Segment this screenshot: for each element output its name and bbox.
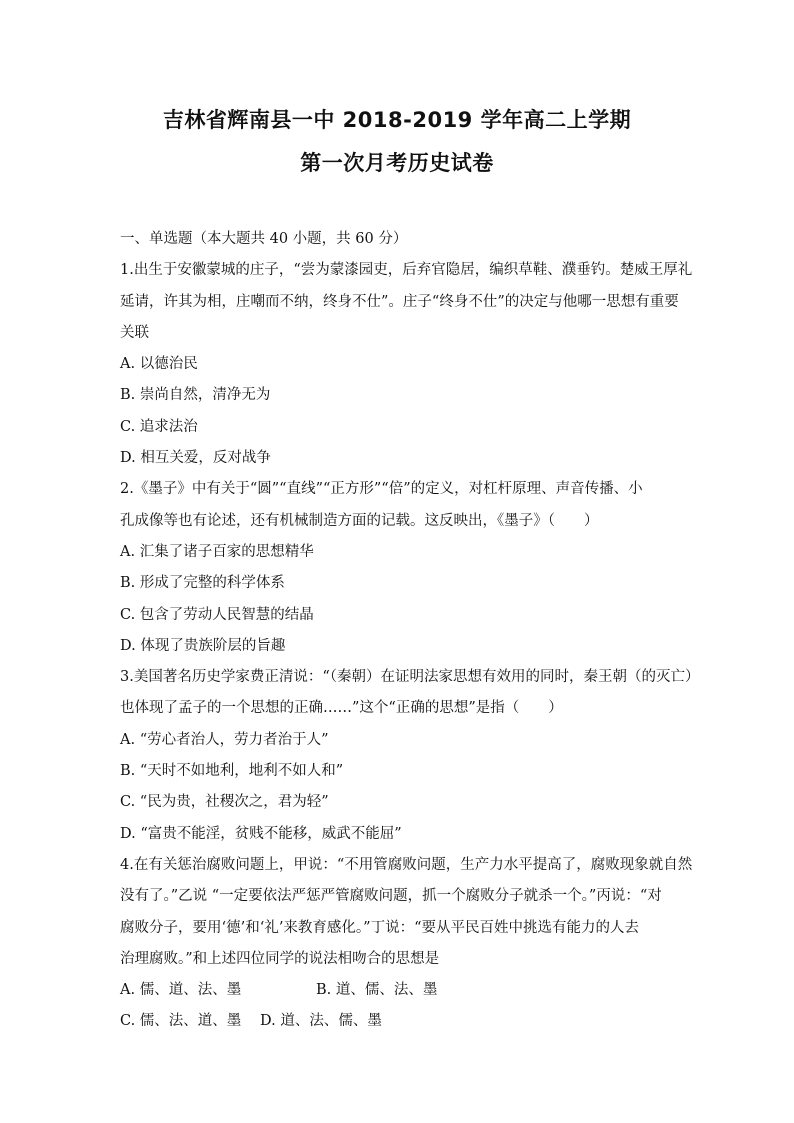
answer-options-row [120,1006,680,1037]
question-text-line: 没有了。”乙说 “一定要依法严惩严管腐败问题，抓一个腐败分子就杀一个。”丙说：“对 [120,888,662,905]
question-text-line: 1.出生于安徽蒙城的庄子，“尝为蒙漆园吏，后弃官隐居，编织草鞋、濮垂钓。楚威王厚礼 [120,262,693,279]
question-text-line: 孔成像等也有论述，还有机械制造方面的记载。这反映出，《墨子》（ ） [120,512,599,529]
answer-option-a: A. 汇集了诸子百家的思想精华 [120,543,314,560]
answer-option-a: A. 以德治民 [120,356,198,373]
question-text-line: 延请，许其为相，庄嘲而不纳，终身不仕”。庄子“终身不仕”的决定与他哪一思想有重要 [120,293,679,310]
question-text-line: 治理腐败。”和上述四位同学的说法相吻合的思想是 [120,950,440,967]
question-text-line: 3.美国著名历史学家费正清说：“（秦朝）在证明法家思想有效用的同时，秦王朝（的灭亡） [120,669,700,686]
exam-content [120,224,700,1038]
question-2 [120,474,680,662]
question-text-line: 关联 [120,324,149,341]
question-1 [120,255,693,474]
answer-option-d: D. 体现了贵族阶层的旨趣 [120,637,286,654]
answer-option-d: D. 相互关爱，反对战争 [120,450,271,467]
answer-options-row [120,975,680,1006]
answer-option-c: C. “民为贵，社稷次之，君为轻” [120,794,329,811]
question-text-line: 2.《墨子》中有关于“圆”“直线”“正方形”“倍”的定义，对杠杆原理、声音传播、小 [120,481,643,498]
answer-option-c: C. 追求法治 [120,418,198,435]
question-text-line: 也体现了孟子的一个思想的正确……”这个“正确的思想”是指（ ） [120,700,563,717]
answer-option-b: B. “天时不如地利，地利不如人和” [120,763,344,780]
page-subtitle: 第一次月考历史试卷 [300,151,494,175]
answer-option-b: B. 形成了完整的科学体系 [120,575,285,592]
answer-option-c: C. 包含了劳动人民智慧的结晶 [120,606,314,623]
question-text-line: 4.在有关惩治腐败问题上，甲说：“不用管腐败问题，生产力水平提高了，腐败现象就自然 [120,856,693,873]
answer-option-d: D. 道、法、儒、墨 [260,1013,382,1030]
question-4 [120,850,693,1038]
answer-option-a: A. 儒、道、法、墨 [120,982,242,999]
section-heading: 一、单选题（本大题共 40 小题，共 60 分） [120,231,408,247]
question-text-line: 腐败分子，要用‘德’和‘礼’来教育感化。”丁说：“要从平民百姓中挑选有能力的人去 [120,919,640,936]
answer-option-b: B. 道、儒、法、墨 [316,982,438,999]
question-3 [120,662,700,850]
answer-option-d: D. “富贵不能淫，贫贱不能移，威武不能屈” [120,825,402,842]
answer-option-b: B. 崇尚自然，清净无为 [120,387,271,404]
answer-option-c: C. 儒、法、道、墨 [120,1013,242,1030]
answer-option-a: A. “劳心者治人，劳力者治于人” [120,731,329,748]
page-title: 吉林省辉南县一中 2018-2019 学年高二上学期 [162,108,632,132]
